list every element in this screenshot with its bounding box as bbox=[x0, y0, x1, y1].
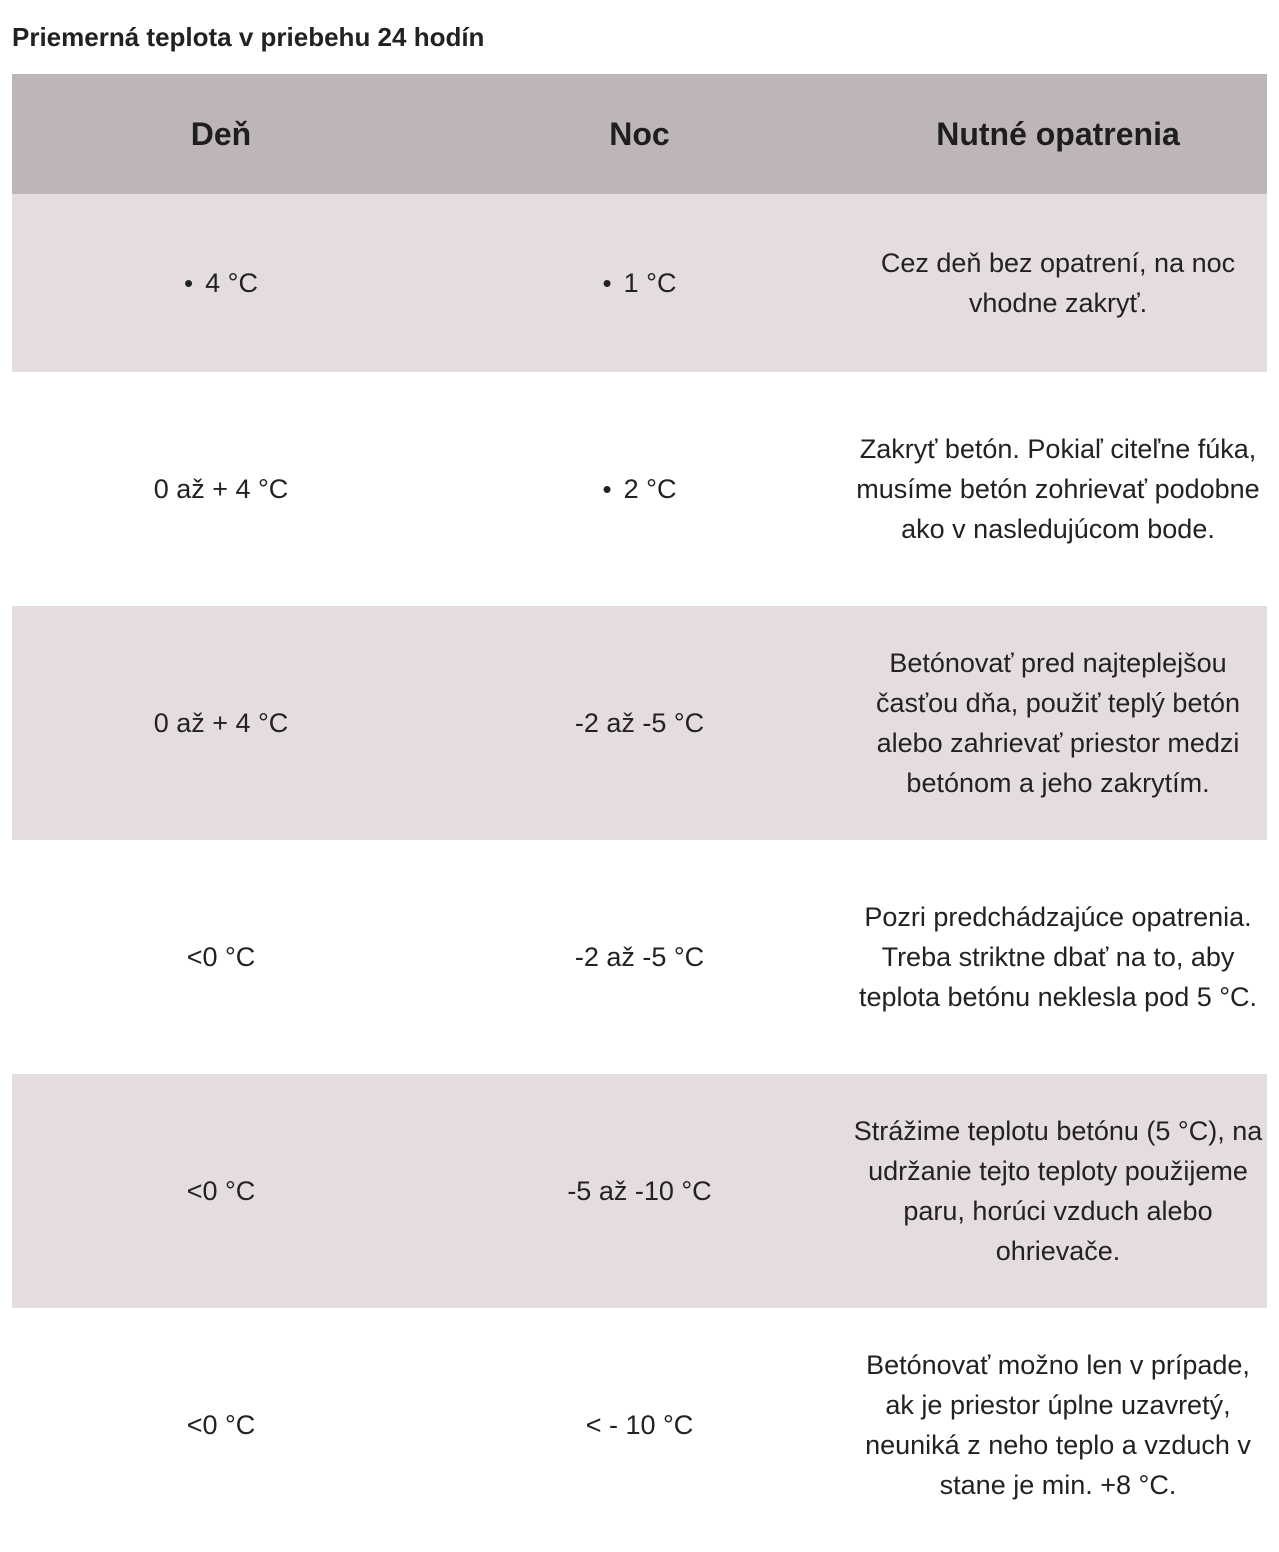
table-caption: Priemerná teplota v priebehu 24 hodín bbox=[12, 22, 485, 52]
day-cell bbox=[12, 606, 430, 840]
night-value: • 2 °C bbox=[603, 474, 677, 504]
table-row bbox=[12, 1308, 1267, 1542]
measure-cell: Pozri predchádzajúce opatrenia. Treba striktne dbať na to, aby teplota betónu neklesla pod 5 °C. bbox=[858, 902, 1258, 1012]
night-value: -2 až -5 °C bbox=[574, 708, 705, 738]
table-header bbox=[12, 74, 1267, 194]
header-measures: Nutné opatrenia bbox=[936, 115, 1180, 152]
night-cell bbox=[430, 372, 849, 606]
table-row bbox=[12, 194, 1267, 372]
day-value: 0 až + 4 °C bbox=[153, 474, 289, 504]
day-cell bbox=[12, 194, 430, 372]
day-value: <0 °C bbox=[186, 1410, 256, 1440]
measure-cell: Betónovať pred najteplejšou časťou dňa, použiť teplý betón alebo zahrievať priestor medzi betónom a jeho zakrytím. bbox=[876, 648, 1240, 798]
temperature-table-container bbox=[12, 74, 1267, 1542]
night-value: < - 10 °C bbox=[585, 1410, 694, 1440]
measure-cell: Cez deň bez opatrení, na noc vhodne zakryť. bbox=[880, 248, 1236, 318]
table-body bbox=[12, 194, 1267, 1542]
night-cell bbox=[430, 840, 849, 1074]
table-row bbox=[12, 1074, 1267, 1308]
day-cell bbox=[12, 840, 430, 1074]
day-value: 0 až + 4 °C bbox=[153, 708, 289, 738]
day-cell bbox=[12, 372, 430, 606]
table-row bbox=[12, 606, 1267, 840]
measure-cell: Strážime teplotu betónu (5 °C), na udržanie tejto teploty použijeme paru, horúci vzduch alebo ohrievače. bbox=[853, 1116, 1263, 1266]
day-value: • 4 °C bbox=[184, 268, 258, 298]
night-value: -5 až -10 °C bbox=[567, 1176, 712, 1206]
header-night: Noc bbox=[609, 115, 670, 152]
night-cell bbox=[430, 1308, 849, 1542]
night-cell bbox=[430, 194, 849, 372]
table-row bbox=[12, 840, 1267, 1074]
day-cell bbox=[12, 1308, 430, 1542]
night-value: • 1 °C bbox=[603, 268, 677, 298]
night-cell bbox=[430, 606, 849, 840]
table-row bbox=[12, 372, 1267, 606]
header-row bbox=[12, 74, 1267, 194]
day-cell bbox=[12, 1074, 430, 1308]
day-value: <0 °C bbox=[186, 1176, 256, 1206]
temperature-measures-table bbox=[12, 74, 1267, 1542]
night-value: -2 až -5 °C bbox=[574, 942, 705, 972]
measure-cell: Zakryť betón. Pokiaľ citeľne fúka, musíme betón zohrievať podobne ako v nasledujúcom bode. bbox=[856, 434, 1260, 544]
measure-cell: Betónovať možno len v prípade, ak je priestor úplne uzavretý, neuniká z neho teplo a vzduch v stane je min. +8 °C. bbox=[865, 1350, 1251, 1500]
header-day: Deň bbox=[190, 115, 252, 152]
day-value: <0 °C bbox=[186, 942, 256, 972]
night-cell bbox=[430, 1074, 849, 1308]
